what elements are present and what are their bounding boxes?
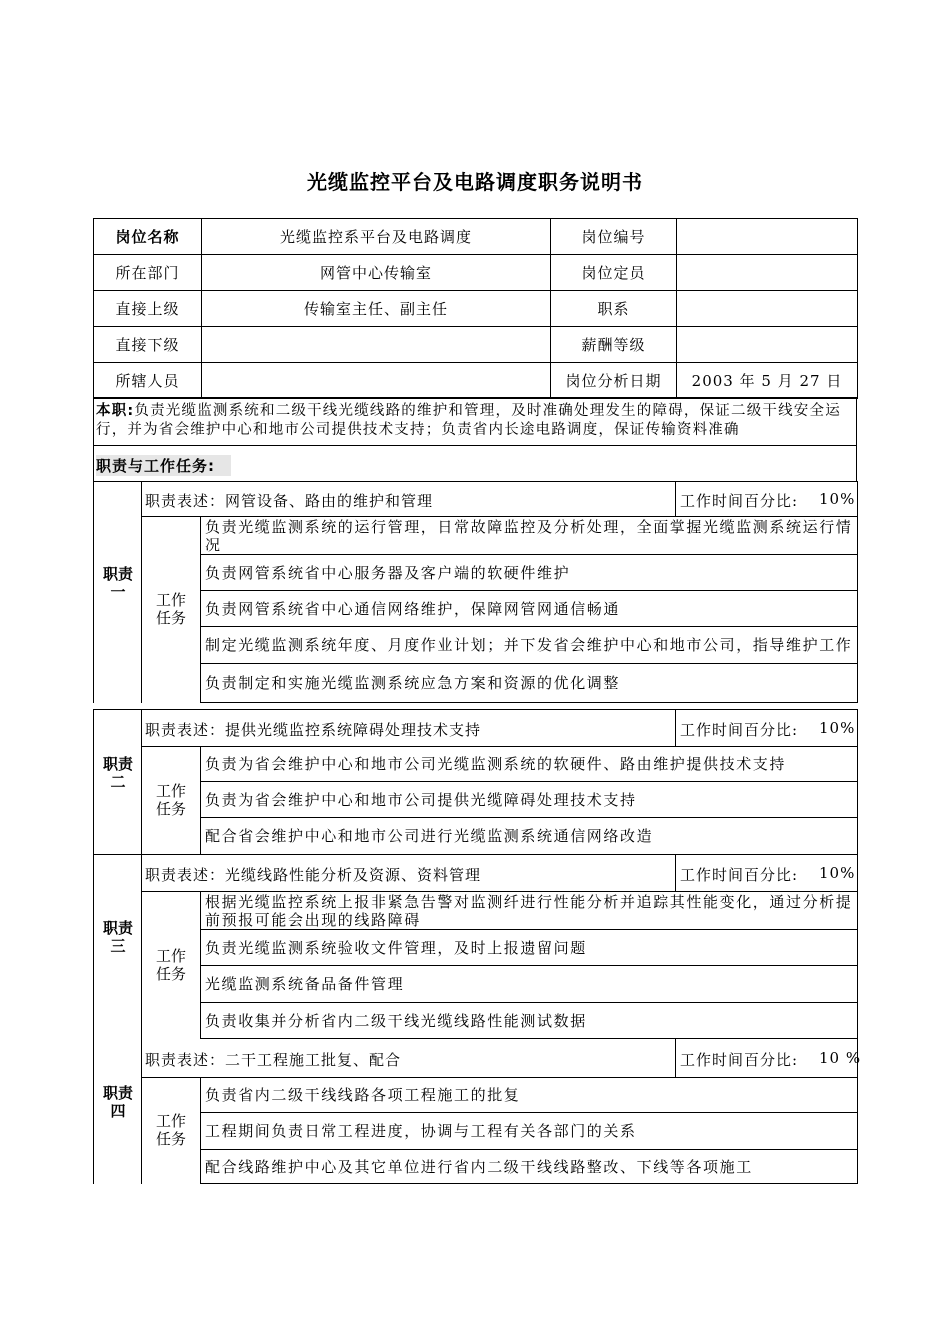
value-position-code bbox=[677, 219, 858, 255]
rule-line bbox=[675, 709, 676, 747]
task-item bbox=[205, 930, 855, 965]
task-text: 根据光缆监控系统上报非紧急告警对监测纤进行性能分析并追踪其性能变化，通过分析提前预报可能会出现的线路障碍 bbox=[205, 892, 853, 929]
work-task-label: 工作任务 bbox=[155, 946, 186, 983]
task-item bbox=[205, 966, 855, 1002]
work-time-label: 工作时间百分比: bbox=[680, 1050, 799, 1069]
task-text: 配合线路维护中心及其它单位进行省内二级干线线路整改、下线等各项施工 bbox=[205, 1157, 753, 1176]
table-row bbox=[94, 255, 858, 291]
task-item bbox=[205, 627, 855, 663]
rule-line bbox=[93, 481, 94, 703]
rule-line bbox=[857, 709, 858, 747]
work-task-label: 工作任务 bbox=[155, 782, 186, 818]
task-text: 负责为省会维护中心和地市公司提供光缆障碍处理技术支持 bbox=[205, 790, 637, 809]
duty-label: 职责二 bbox=[102, 754, 133, 791]
task-text: 负责为省会维护中心和地市公司光缆监测系统的软硬件、路由维护提供技术支持 bbox=[205, 755, 787, 773]
task-item bbox=[205, 591, 855, 626]
task-text: 负责网管系统省中心通信网络维护，保障网管网通信畅通 bbox=[205, 599, 621, 618]
label-analysis-date: 岗位分析日期 bbox=[551, 363, 677, 399]
value-analysis-date: 2003 年 5 月 27 日 bbox=[677, 363, 858, 399]
rule-line bbox=[857, 854, 858, 892]
task-text: 制定光缆监测系统年度、月度作业计划；并下发省会维护中心和地市公司，指导维护工作 bbox=[205, 636, 853, 654]
rule-line bbox=[200, 702, 858, 703]
task-item bbox=[205, 782, 855, 817]
rule-line bbox=[200, 1077, 201, 1184]
value-job-family bbox=[677, 291, 858, 327]
task-item bbox=[205, 555, 855, 590]
label-staff: 所辖人员 bbox=[94, 363, 202, 399]
duty-description: 职责表述：光缆线路性能分析及资源、资料管理 bbox=[145, 865, 482, 884]
rule-line bbox=[200, 516, 201, 703]
rule-line bbox=[93, 854, 94, 1039]
duty-label: 职责四 bbox=[102, 1083, 133, 1120]
work-task-label: 工作任务 bbox=[155, 1112, 186, 1148]
task-text: 负责省内二级干线线路各项工程施工的批复 bbox=[205, 1086, 521, 1104]
task-text: 光缆监测系统备品备件管理 bbox=[205, 975, 405, 993]
rule-line bbox=[675, 854, 676, 892]
rule-line bbox=[200, 1038, 858, 1039]
label-department: 所在部门 bbox=[94, 255, 202, 291]
rule-line bbox=[141, 1038, 142, 1184]
label-position-name: 岗位名称 bbox=[94, 219, 202, 255]
task-item bbox=[205, 1003, 855, 1038]
value-department: 网管中心传输室 bbox=[202, 255, 551, 291]
basic-info-table bbox=[93, 218, 858, 399]
duty-description: 职责表述：二干工程施工批复、配合 bbox=[145, 1050, 402, 1069]
rule-line bbox=[857, 746, 858, 855]
task-item bbox=[205, 1113, 855, 1149]
value-supervisor: 传输室主任、副主任 bbox=[202, 291, 551, 327]
summary bbox=[96, 402, 856, 440]
label-supervisor: 直接上级 bbox=[94, 291, 202, 327]
label-headcount: 岗位定员 bbox=[551, 255, 677, 291]
rule-line bbox=[93, 709, 94, 855]
table-row bbox=[94, 219, 858, 255]
rule-line bbox=[857, 481, 858, 517]
task-text: 负责网管系统省中心服务器及客户端的软硬件维护 bbox=[205, 563, 571, 582]
task-item bbox=[205, 747, 855, 781]
rule-line bbox=[857, 891, 858, 1039]
value-headcount bbox=[677, 255, 858, 291]
page-title: 光缆监控平台及电路调度职务说明书 bbox=[307, 170, 643, 194]
work-time-percent: 10 % bbox=[819, 1048, 862, 1067]
task-text: 负责收集并分析省内二级干线光缆线路性能测试数据 bbox=[205, 1011, 587, 1030]
value-position-name: 光缆监控系平台及电路调度 bbox=[202, 219, 551, 255]
rule-line bbox=[675, 481, 676, 517]
value-subordinate bbox=[202, 327, 551, 363]
work-time-percent: 10% bbox=[819, 863, 856, 882]
task-text: 配合省会维护中心和地市公司进行光缆监测系统通信网络改造 bbox=[205, 827, 654, 845]
table-row bbox=[94, 291, 858, 327]
rule-line bbox=[93, 854, 858, 855]
rule-line bbox=[675, 1038, 676, 1078]
rule-line bbox=[93, 709, 858, 710]
work-time-percent: 10% bbox=[819, 718, 856, 737]
rule-line bbox=[93, 1038, 94, 1184]
task-item bbox=[205, 664, 855, 702]
value-pay-grade bbox=[677, 327, 858, 363]
task-item bbox=[205, 818, 855, 854]
rule-line bbox=[200, 1183, 858, 1184]
task-item bbox=[205, 1078, 855, 1112]
task-text: 负责光缆监测系统的运行管理，日常故障监控及分析处理，全面掌握光缆监测系统运行情况 bbox=[205, 517, 853, 554]
label-pay-grade: 薪酬等级 bbox=[551, 327, 677, 363]
task-text: 工程期间负责日常工程进度，协调与工程有关各部门的关系 bbox=[205, 1122, 637, 1140]
value-staff bbox=[202, 363, 551, 399]
duty-description: 职责表述：提供光缆监控系统障碍处理技术支持 bbox=[145, 720, 482, 739]
summary-text: 负责光缆监测系统和二级干线光缆线路的维护和管理，及时准确处理发生的障碍，保证二级干线安全运行，并为省会维护中心和地市公司提供技术支持；负责省内长途电路调度，保证传输资料准确 bbox=[96, 403, 841, 438]
work-time-label: 工作时间百分比: bbox=[680, 865, 799, 884]
task-item bbox=[205, 1150, 855, 1183]
task-item bbox=[205, 517, 855, 554]
table-row bbox=[94, 327, 858, 363]
work-time-label: 工作时间百分比: bbox=[680, 720, 799, 739]
task-item bbox=[205, 892, 855, 929]
label-position-code: 岗位编号 bbox=[551, 219, 677, 255]
work-time-percent: 10% bbox=[819, 489, 856, 508]
task-text: 负责光缆监测系统验收文件管理，及时上报遗留问题 bbox=[205, 938, 587, 957]
duty-label: 职责一 bbox=[102, 564, 133, 601]
work-time-label: 工作时间百分比: bbox=[680, 491, 799, 510]
label-subordinate: 直接下级 bbox=[94, 327, 202, 363]
task-text: 负责制定和实施光缆监测系统应急方案和资源的优化调整 bbox=[205, 674, 621, 692]
rule-line bbox=[857, 516, 858, 703]
duties-heading: 职责与工作任务: bbox=[96, 455, 231, 476]
rule-line bbox=[200, 746, 201, 855]
duty-label: 职责三 bbox=[102, 919, 133, 955]
rule-line bbox=[93, 481, 858, 482]
label-job-family: 职系 bbox=[551, 291, 677, 327]
table-row bbox=[94, 363, 858, 399]
rule-line bbox=[857, 1077, 858, 1183]
duty-description: 职责表述：网管设备、路由的维护和管理 bbox=[145, 491, 434, 510]
summary-label: 本职: bbox=[96, 403, 135, 419]
work-task-label: 工作任务 bbox=[155, 591, 186, 627]
